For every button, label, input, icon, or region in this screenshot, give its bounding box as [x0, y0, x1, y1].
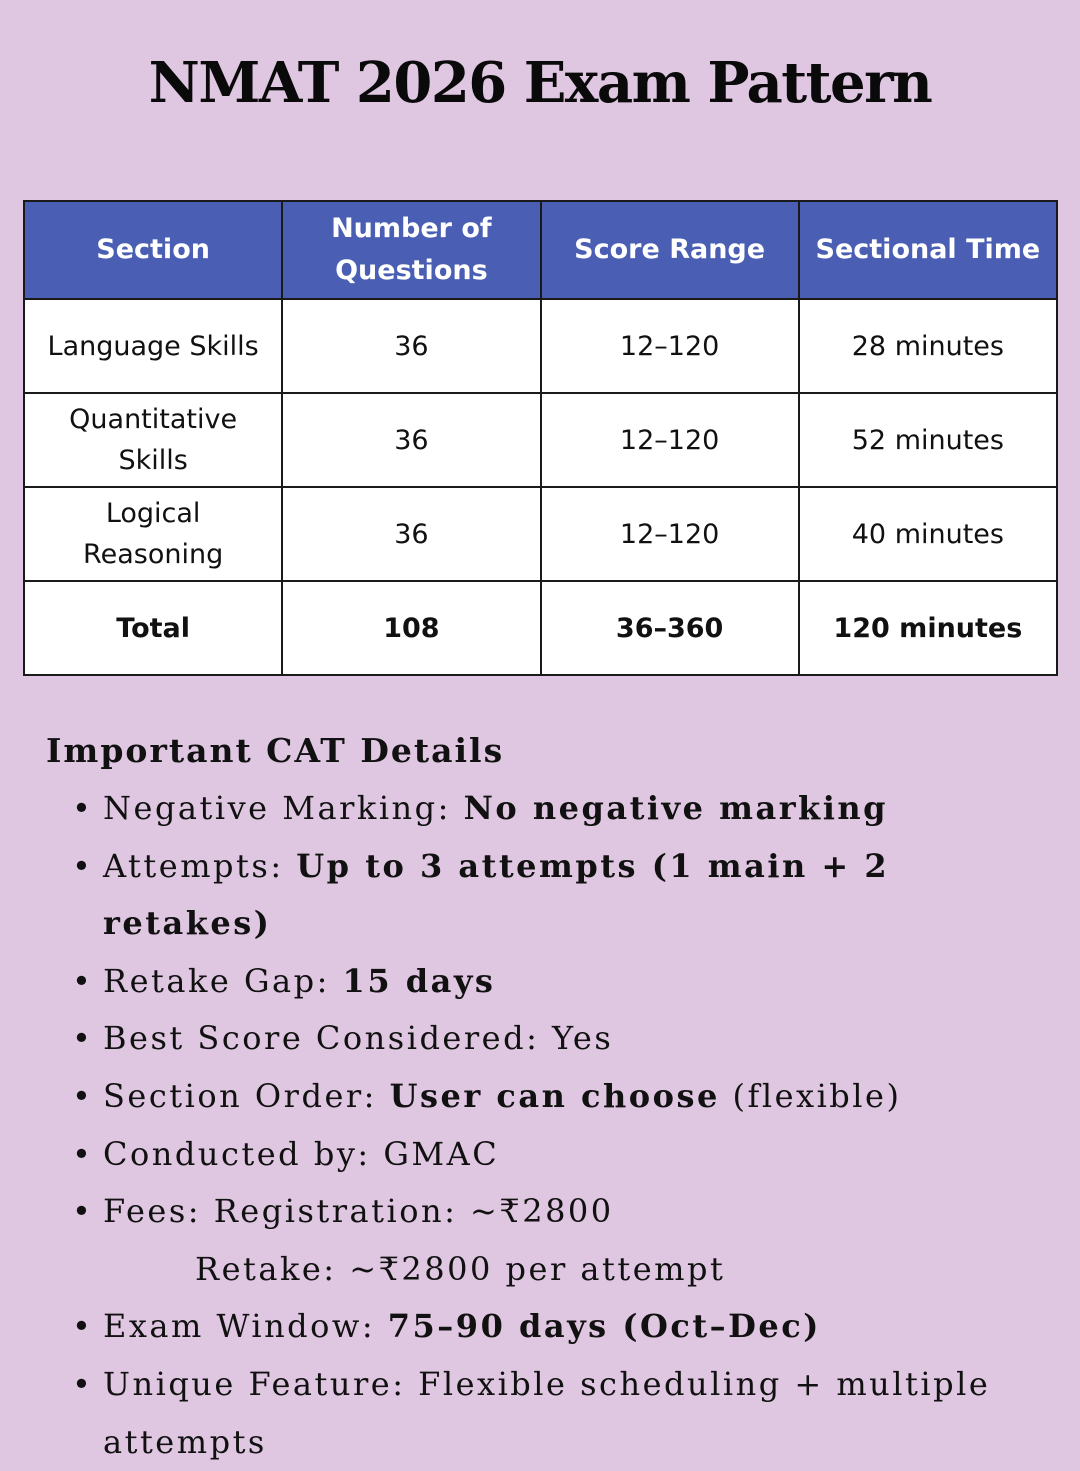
- bullet-icon: •: [72, 1076, 94, 1115]
- bullet-icon: •: [72, 1192, 94, 1231]
- details-heading: Important CAT Details: [46, 731, 505, 770]
- table-total-row: [24, 581, 1057, 675]
- header-number-of-questions: [282, 201, 540, 299]
- detail-label: Section Order:: [103, 1076, 390, 1115]
- header-questions-line1: Number of: [331, 213, 492, 244]
- detail-label: Unique Feature: Flexible scheduling + multiple attempts: [103, 1364, 991, 1461]
- table-row: [24, 299, 1057, 393]
- page-title: NMAT 2026 Exam Pattern: [148, 50, 932, 116]
- header-questions-line2: Questions: [335, 255, 488, 286]
- row-section-line1: Language Skills: [47, 330, 259, 362]
- row-time-cell: 40 minutes: [799, 487, 1057, 581]
- details-list: [46, 780, 1056, 1471]
- row-score-cell: 12–120: [541, 299, 799, 393]
- bullet-icon: •: [72, 1364, 94, 1403]
- list-item: [46, 1298, 1056, 1356]
- detail-value: User can choose: [389, 1076, 720, 1115]
- table-row: [24, 393, 1057, 487]
- row-score-cell: 12–120: [541, 393, 799, 487]
- row-section-line1: Quantitative: [69, 404, 238, 435]
- detail-label: Fees: Registration: ~₹2800: [103, 1192, 614, 1231]
- total-time-cell: 120 minutes: [799, 581, 1057, 675]
- detail-value: No negative marking: [463, 789, 889, 827]
- list-item: [46, 1183, 1056, 1298]
- detail-value: 15 days: [342, 961, 496, 1000]
- detail-label: Exam Window:: [103, 1307, 388, 1346]
- bullet-icon: •: [72, 1134, 94, 1173]
- row-time-cell: 52 minutes: [799, 393, 1057, 487]
- row-section-line2: Reasoning: [83, 539, 224, 570]
- total-section-cell: Total: [24, 581, 282, 675]
- header-score-range: Score Range: [541, 201, 799, 299]
- row-score-cell: 12–120: [541, 487, 799, 581]
- detail-label: Best Score Considered: Yes: [103, 1019, 614, 1058]
- detail-label: Negative Marking:: [103, 789, 464, 827]
- details-section: [46, 722, 1056, 1471]
- row-questions-cell: 36: [282, 487, 540, 581]
- row-section-cell: [24, 487, 282, 581]
- table-row: [24, 487, 1057, 581]
- detail-sub-line: Retake: ~₹2800 per attempt: [195, 1249, 726, 1288]
- list-item: [46, 1126, 1056, 1184]
- detail-label: Retake Gap:: [103, 961, 343, 1000]
- detail-label: Conducted by: GMAC: [103, 1134, 500, 1173]
- row-section-cell: [24, 393, 282, 487]
- header-sectional-time: Sectional Time: [799, 201, 1057, 299]
- row-time-cell: 28 minutes: [799, 299, 1057, 393]
- header-section: Section: [24, 201, 282, 299]
- detail-value: Up to 3 attempts (1 main + 2 retakes): [103, 846, 890, 943]
- row-questions-cell: 36: [282, 299, 540, 393]
- detail-suffix: (flexible): [719, 1076, 902, 1115]
- list-item: [46, 1068, 1056, 1126]
- total-questions-cell: 108: [282, 581, 540, 675]
- bullet-icon: •: [72, 961, 94, 1000]
- detail-label: Attempts:: [103, 846, 297, 885]
- row-section-line2: Skills: [118, 445, 188, 476]
- exam-pattern-table: [23, 200, 1058, 676]
- table-header-row: [24, 201, 1057, 299]
- bullet-icon: •: [72, 789, 94, 827]
- total-score-cell: 36–360: [541, 581, 799, 675]
- list-item: [46, 838, 1056, 953]
- row-section-cell: [24, 299, 282, 393]
- list-item: [46, 953, 1056, 1011]
- list-item: [46, 1010, 1056, 1068]
- row-section-line1: Logical: [105, 498, 201, 529]
- list-item: [46, 780, 1056, 838]
- list-item: [46, 1356, 1056, 1471]
- bullet-icon: •: [72, 846, 94, 885]
- bullet-icon: •: [72, 1307, 94, 1346]
- row-questions-cell: 36: [282, 393, 540, 487]
- detail-value: 75–90 days (Oct–Dec): [387, 1307, 821, 1346]
- bullet-icon: •: [72, 1019, 94, 1058]
